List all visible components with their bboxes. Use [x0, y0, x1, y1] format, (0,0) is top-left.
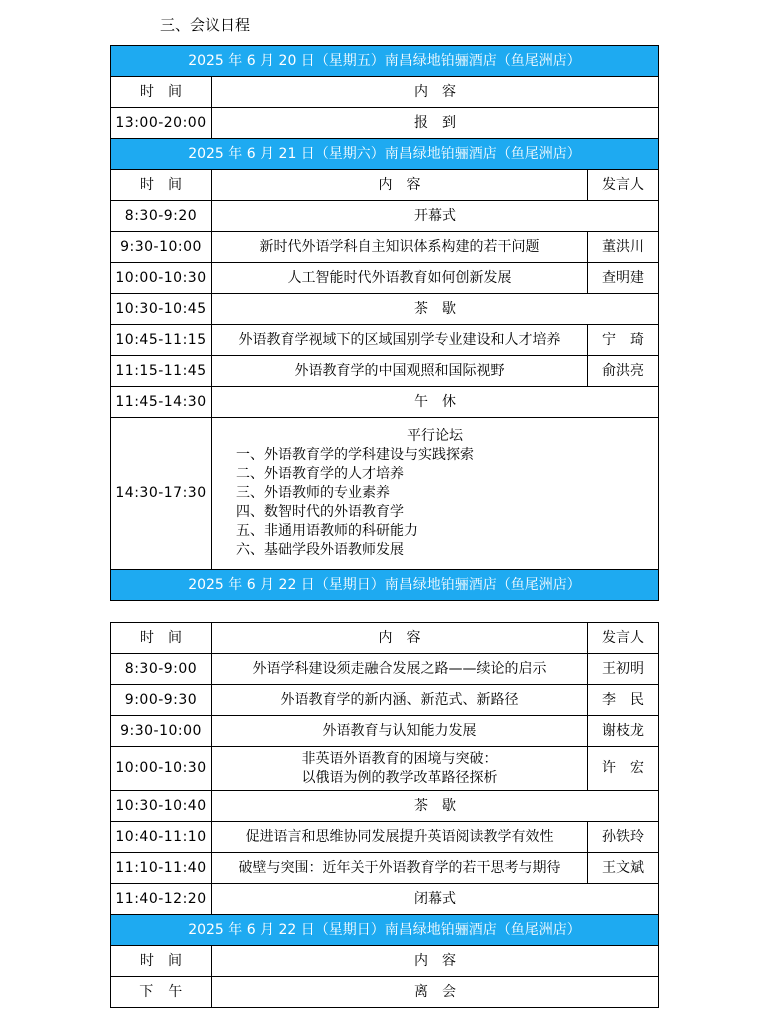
- row-content: 促进语言和思维协同发展提升英语阅读教学有效性: [212, 822, 588, 853]
- day-banner-row: [111, 139, 659, 170]
- row-content: 茶 歇: [212, 791, 659, 822]
- forum-item: 五、非通用语教师的科研能力: [236, 523, 418, 539]
- header-row: [111, 946, 659, 977]
- row-time: 13:00-20:00: [111, 108, 212, 139]
- row-speaker: 许 宏: [588, 747, 659, 791]
- row-content: 报 到: [212, 108, 659, 139]
- row-content: 闭幕式: [212, 884, 659, 915]
- header-row: [111, 623, 659, 654]
- table-row: [111, 201, 659, 232]
- section-heading: 三、会议日程: [160, 16, 251, 34]
- row-content-line: 非英语外语教育的困境与突破：: [301, 750, 498, 767]
- row-speaker: 宁 琦: [588, 325, 659, 356]
- row-time: 9:00-9:30: [111, 685, 212, 716]
- row-time: 11:15-11:45: [111, 356, 212, 387]
- header-content: 内 容: [212, 77, 659, 108]
- table-row: [111, 263, 659, 294]
- row-content-line: 以俄语为例的教学改革路径探析: [301, 769, 498, 786]
- row-time: 9:30-10:00: [111, 232, 212, 263]
- row-content: [212, 747, 588, 791]
- table-row: [111, 387, 659, 418]
- day-banner: 2025 年 6 月 21 日（星期六）南昌绿地铂骊酒店（鱼尾洲店）: [111, 139, 659, 170]
- table-row: [111, 685, 659, 716]
- schedule-table-part1: [110, 45, 659, 601]
- row-content: 午 休: [212, 387, 659, 418]
- row-content: 外语教育学的新内涵、新范式、新路径: [212, 685, 588, 716]
- table-row: [111, 977, 659, 1008]
- row-content: 外语教育学的中国观照和国际视野: [212, 356, 588, 387]
- header-content: 内 容: [212, 946, 659, 977]
- header-row: [111, 77, 659, 108]
- row-content: 开幕式: [212, 201, 659, 232]
- forum-row: [111, 418, 659, 570]
- day-banner-row: [111, 570, 659, 601]
- day-banner-row: [111, 46, 659, 77]
- header-speaker: 发言人: [588, 623, 659, 654]
- table-row: [111, 654, 659, 685]
- forum-title: 平行论坛: [407, 428, 464, 444]
- table-row: [111, 822, 659, 853]
- row-speaker: 王文斌: [588, 853, 659, 884]
- table-row: [111, 356, 659, 387]
- row-speaker: 董洪川: [588, 232, 659, 263]
- row-speaker: 谢枝龙: [588, 716, 659, 747]
- header-time: 时 间: [111, 946, 212, 977]
- forum-item: 一、外语教育学的学科建设与实践探索: [236, 447, 474, 463]
- table-row: [111, 747, 659, 791]
- table-row: [111, 108, 659, 139]
- header-time: 时 间: [111, 77, 212, 108]
- row-speaker: 李 民: [588, 685, 659, 716]
- header-time: 时 间: [111, 623, 212, 654]
- table-row: [111, 294, 659, 325]
- row-time: 10:40-11:10: [111, 822, 212, 853]
- row-time: 10:30-10:45: [111, 294, 212, 325]
- schedule-table-part2: [110, 622, 659, 1008]
- day-banner: 2025 年 6 月 22 日（星期日）南昌绿地铂骊酒店（鱼尾洲店）: [111, 915, 659, 946]
- row-time: 11:40-12:20: [111, 884, 212, 915]
- row-content: 外语教育学视域下的区域国别学专业建设和人才培养: [212, 325, 588, 356]
- row-time: 9:30-10:00: [111, 716, 212, 747]
- row-content: 人工智能时代外语教育如何创新发展: [212, 263, 588, 294]
- table-row: [111, 853, 659, 884]
- table-row: [111, 232, 659, 263]
- table-row: [111, 884, 659, 915]
- forum-time: 14:30-17:30: [111, 418, 212, 570]
- header-time: 时 间: [111, 170, 212, 201]
- table-row: [111, 716, 659, 747]
- table-row: [111, 791, 659, 822]
- row-time: 8:30-9:20: [111, 201, 212, 232]
- row-time: 10:00-10:30: [111, 747, 212, 791]
- row-speaker: 孙铁玲: [588, 822, 659, 853]
- forum-item: 三、外语教师的专业素养: [236, 485, 390, 501]
- forum-list: [216, 446, 654, 560]
- forum-item: 四、数智时代的外语教育学: [236, 504, 404, 520]
- row-content: 离 会: [212, 977, 659, 1008]
- row-time: 10:00-10:30: [111, 263, 212, 294]
- row-speaker: 查明建: [588, 263, 659, 294]
- row-time: 下 午: [111, 977, 212, 1008]
- row-content: 破壁与突围：近年关于外语教育学的若干思考与期待: [212, 853, 588, 884]
- forum-item: 六、基础学段外语教师发展: [236, 542, 404, 558]
- row-time: 10:45-11:15: [111, 325, 212, 356]
- header-content: 内 容: [212, 623, 588, 654]
- row-time: 11:10-11:40: [111, 853, 212, 884]
- row-speaker: 王初明: [588, 654, 659, 685]
- table-row: [111, 325, 659, 356]
- row-content: 茶 歇: [212, 294, 659, 325]
- forum-item: 二、外语教育学的人才培养: [236, 466, 404, 482]
- header-speaker: 发言人: [588, 170, 659, 201]
- forum-cell: [212, 418, 659, 570]
- header-row: [111, 170, 659, 201]
- row-content: 外语教育与认知能力发展: [212, 716, 588, 747]
- row-speaker: 俞洪亮: [588, 356, 659, 387]
- row-time: 11:45-14:30: [111, 387, 212, 418]
- row-time: 8:30-9:00: [111, 654, 212, 685]
- header-content: 内 容: [212, 170, 588, 201]
- day-banner-row: [111, 915, 659, 946]
- row-content: 外语学科建设须走融合发展之路——续论的启示: [212, 654, 588, 685]
- row-time: 10:30-10:40: [111, 791, 212, 822]
- day-banner: 2025 年 6 月 22 日（星期日）南昌绿地铂骊酒店（鱼尾洲店）: [111, 570, 659, 601]
- row-content: 新时代外语学科自主知识体系构建的若干问题: [212, 232, 588, 263]
- day-banner: 2025 年 6 月 20 日（星期五）南昌绿地铂骊酒店（鱼尾洲店）: [111, 46, 659, 77]
